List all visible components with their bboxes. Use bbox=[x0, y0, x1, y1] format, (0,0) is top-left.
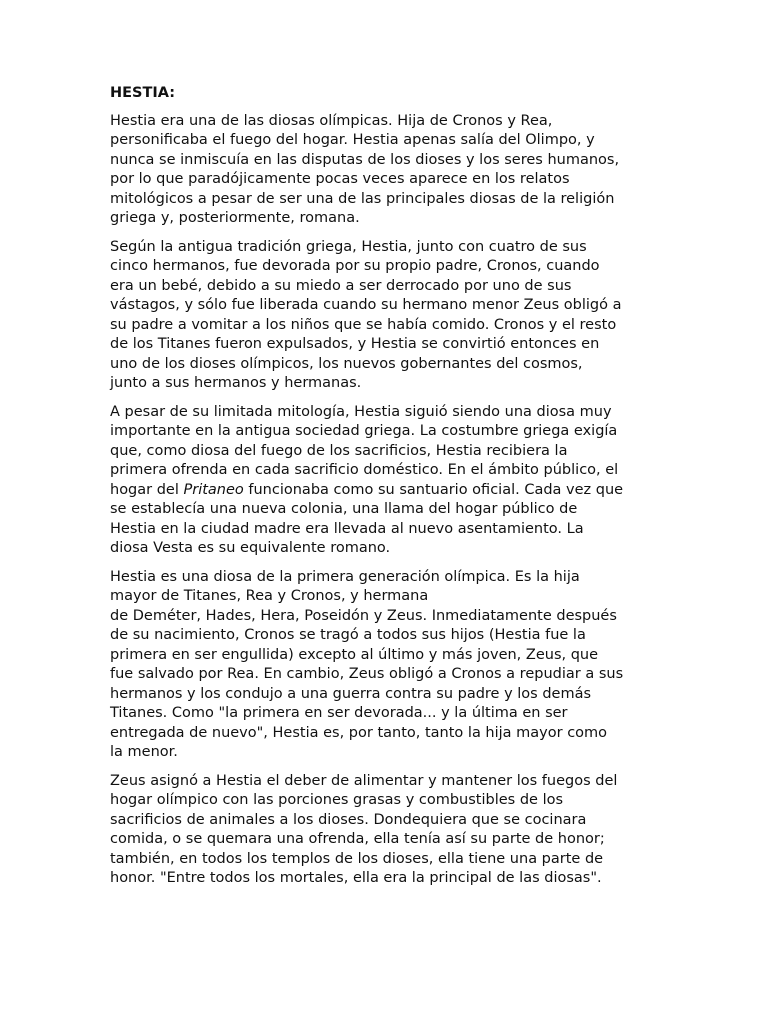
text-line: Hestia en la ciudad madre era llevada al nuevo asentamiento. La bbox=[110, 520, 584, 537]
text-line: por lo que paradójicamente pocas veces aparece en los relatos bbox=[110, 171, 570, 187]
text-line: primera ofrenda en cada sacrificio doméstico. En el ámbito público, el bbox=[110, 462, 619, 478]
text-line: Hestia era una de las diosas olímpicas. Hija de Cronos y Rea, bbox=[110, 112, 553, 129]
paragraph-2 bbox=[110, 238, 670, 394]
text-line: entregada de nuevo", Hestia es, por tanto, tanto la hija mayor como bbox=[110, 724, 608, 741]
text-line: vástagos, y sólo fue liberada cuando su hermano menor Zeus obligó a bbox=[110, 297, 622, 313]
text-line: fue salvado por Rea. En cambio, Zeus obligó a Cronos a repudiar a sus bbox=[110, 666, 624, 682]
document-body bbox=[110, 84, 670, 898]
text-line: que, como diosa del fuego de los sacrificios, Hestia recibiera la bbox=[110, 442, 568, 459]
text-line: importante en la antigua sociedad griega. La costumbre griega exigía bbox=[110, 423, 618, 439]
text-line: junto a sus hermanos y hermanas. bbox=[110, 375, 362, 391]
text-line: comida, o se quemara una ofrenda, ella tenía así su parte de honor; bbox=[110, 831, 605, 847]
text-line: de su nacimiento, Cronos se tragó a todos sus hijos (Hestia fue la bbox=[110, 627, 586, 643]
text-line: de Deméter, Hades, Hera, Poseidón y Zeus. Inmediatamente después bbox=[110, 607, 617, 624]
text-segment: funcionaba como su santuario oficial. Cada vez que bbox=[243, 481, 624, 498]
paragraph-3 bbox=[110, 403, 670, 559]
text-line: nunca se inmiscuía en las disputas de los dioses y los seres humanos, bbox=[110, 151, 620, 168]
italic-term-pritaneo: Pritaneo bbox=[183, 481, 244, 498]
paragraph-5 bbox=[110, 772, 670, 889]
text-line: personificaba el fuego del hogar. Hestia apenas salía del Olimpo, y bbox=[110, 132, 595, 148]
text-line: la menor. bbox=[110, 744, 178, 760]
text-line: A pesar de su limitada mitología, Hestia siguió siendo una diosa muy bbox=[110, 403, 612, 420]
text-line: mayor de Titanes, Rea y Cronos, y hermana bbox=[110, 588, 429, 604]
text-line: uno de los dioses olímpicos, los nuevos gobernantes del cosmos, bbox=[110, 355, 583, 372]
text-line: griega y, posteriormente, romana. bbox=[110, 210, 360, 226]
text-line: diosa Vesta es su equivalente romano. bbox=[110, 540, 391, 556]
text-line: se establecía una nueva colonia, una llama del hogar público de bbox=[110, 501, 578, 517]
text-line: su padre a vomitar a los niños que se había comido. Cronos y el resto bbox=[110, 316, 617, 333]
text-line: Zeus asignó a Hestia el deber de alimentar y mantener los fuegos del bbox=[110, 772, 618, 789]
paragraph-4 bbox=[110, 568, 670, 763]
text-line: primera en ser engullida) excepto al último y más joven, Zeus, que bbox=[110, 646, 599, 663]
text-line: hermanos y los condujo a una guerra contra su padre y los demás bbox=[110, 685, 592, 702]
text-line-with-italic bbox=[110, 481, 670, 501]
text-line: Titanes. Como "la primera en ser devorada... y la última en ser bbox=[110, 705, 568, 721]
text-line: mitológicos a pesar de ser una de las principales diosas de la religión bbox=[110, 190, 615, 207]
text-segment: hogar del bbox=[110, 481, 184, 498]
text-line: hogar olímpico con las porciones grasas y combustibles de los bbox=[110, 792, 564, 808]
text-line: Hestia es una diosa de la primera generación olímpica. Es la hija bbox=[110, 568, 580, 585]
text-line: también, en todos los templos de los dioses, ella tiene una parte de bbox=[110, 850, 604, 867]
text-line: cinco hermanos, fue devorada por su propio padre, Cronos, cuando bbox=[110, 258, 600, 274]
document-title: HESTIA: bbox=[110, 85, 176, 101]
paragraph-1 bbox=[110, 112, 670, 229]
text-line: sacrificios de animales a los dioses. Dondequiera que se cocinara bbox=[110, 811, 587, 828]
text-line: de los Titanes fueron expulsados, y Hestia se convirtió entonces en bbox=[110, 336, 600, 352]
text-line: honor. "Entre todos los mortales, ella era la principal de las diosas". bbox=[110, 870, 602, 886]
text-line: Según la antigua tradición griega, Hestia, junto con cuatro de sus bbox=[110, 238, 587, 255]
text-line: era un bebé, debido a su miedo a ser derrocado por uno de sus bbox=[110, 277, 572, 294]
